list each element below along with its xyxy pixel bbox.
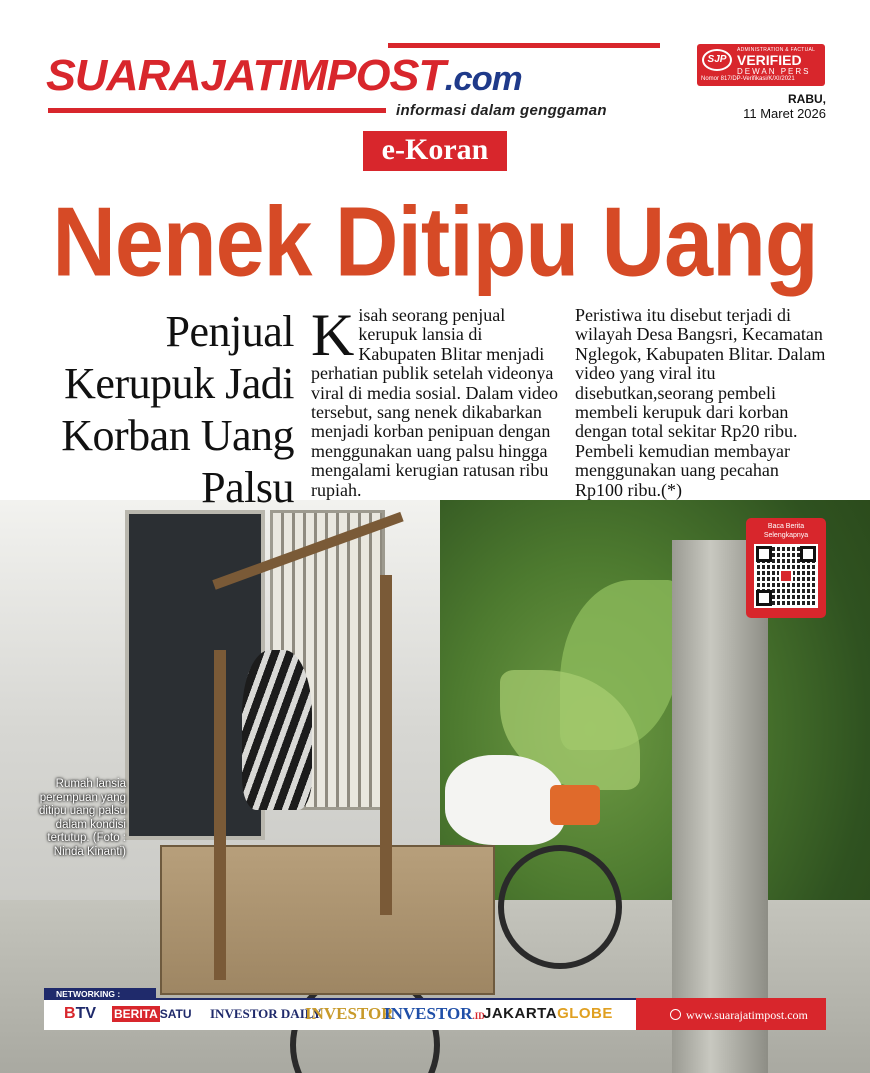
photo-cart-frame bbox=[380, 575, 392, 915]
verified-badge bbox=[697, 44, 825, 86]
issue-day: RABU, bbox=[788, 92, 826, 106]
brand-logo: SUARAJATIMPOST.com bbox=[46, 51, 522, 100]
article-column-1 bbox=[311, 302, 563, 500]
tagline: informasi dalam genggaman bbox=[396, 102, 607, 119]
dropcap: K bbox=[311, 302, 355, 368]
website-link[interactable] bbox=[670, 1006, 808, 1024]
masthead-rule-bottom bbox=[48, 108, 386, 113]
column-1-text: isah seorang penjual kerupuk lansia di Kabupaten Blitar menjadi perhatian publik setelah videonya viral di media sosial. Dalam video tersebut, sang nenek dikabarkan menjadi korban penipuan dengan menggunakan uang palsu hingga mengalami kerugian ratusan ribu rupiah. bbox=[311, 305, 558, 500]
issue-date: 11 Maret 2026 bbox=[743, 106, 826, 121]
jakarta-globe-logo[interactable]: JAKARTAGLOBE bbox=[483, 1005, 613, 1022]
column-2-text: Peristiwa itu disebut terjadi di wilayah Desa Bangsri, Kecamatan Nglegok, Kabupaten Blitar. Dalam video yang viral itu disebutkan,seorang pembeli membeli kerupuk dari korban dengan total sekitar Rp20 ribu. Pembeli kemudian membayar menggunakan uang pecahan Rp100 ribu.(*) bbox=[575, 305, 826, 500]
verified-title: VERIFIED bbox=[737, 52, 802, 68]
verified-dewan-pers: DEWAN PERS bbox=[737, 67, 811, 76]
globe-icon bbox=[670, 1009, 681, 1020]
investor-daily-logo[interactable]: INVESTOR DAILY bbox=[210, 1006, 322, 1021]
qr-label: Baca Berita Selengkapnya bbox=[763, 523, 809, 539]
beritasatu-logo[interactable]: BERITA SATU bbox=[114, 1007, 192, 1021]
qr-finder-icon bbox=[800, 546, 816, 562]
photo-cloth bbox=[445, 755, 565, 845]
sjp-logo-icon: SJP bbox=[702, 49, 732, 71]
photo-bicycle-wheel bbox=[498, 845, 622, 969]
qr-finder-icon bbox=[756, 590, 772, 606]
photo-pillar bbox=[672, 540, 768, 1073]
article-subtitle: Penjual Kerupuk Jadi Korban Uang Palsu bbox=[61, 307, 294, 512]
verified-small-text: ADMINISTRATION & FACTUAL bbox=[737, 47, 816, 53]
photo-caption: Rumah lansia perempuan yang ditipu uang palsu dalam kondisi tertutup. (Foto : Ninda Kinanti) bbox=[39, 778, 126, 858]
networking-label: NETWORKING : bbox=[44, 988, 156, 1000]
photo-cart-frame bbox=[214, 650, 226, 980]
investor-logo[interactable]: INVESTOR bbox=[305, 1004, 394, 1023]
article-column-2 bbox=[575, 306, 827, 500]
photo-basket bbox=[550, 785, 600, 825]
photo-cart-box bbox=[160, 845, 495, 995]
website-url: www.suarajatimpost.com bbox=[686, 1008, 808, 1022]
masthead-rule-top bbox=[388, 43, 660, 48]
qr-finder-icon bbox=[756, 546, 772, 562]
photo-striped-bag bbox=[242, 650, 312, 810]
btv-logo[interactable]: BTV bbox=[64, 1005, 97, 1022]
investor-id-logo[interactable]: INVESTOR.ID bbox=[384, 1004, 485, 1023]
headline: Nenek Ditipu Uang bbox=[52, 186, 818, 297]
read-more-qr[interactable] bbox=[746, 518, 826, 618]
verified-number: Nomor 817/DP-Verifikasi/K/XI/2021 bbox=[701, 76, 795, 82]
section-badge: e-Koran bbox=[363, 131, 507, 171]
qr-logo-icon bbox=[779, 569, 793, 583]
